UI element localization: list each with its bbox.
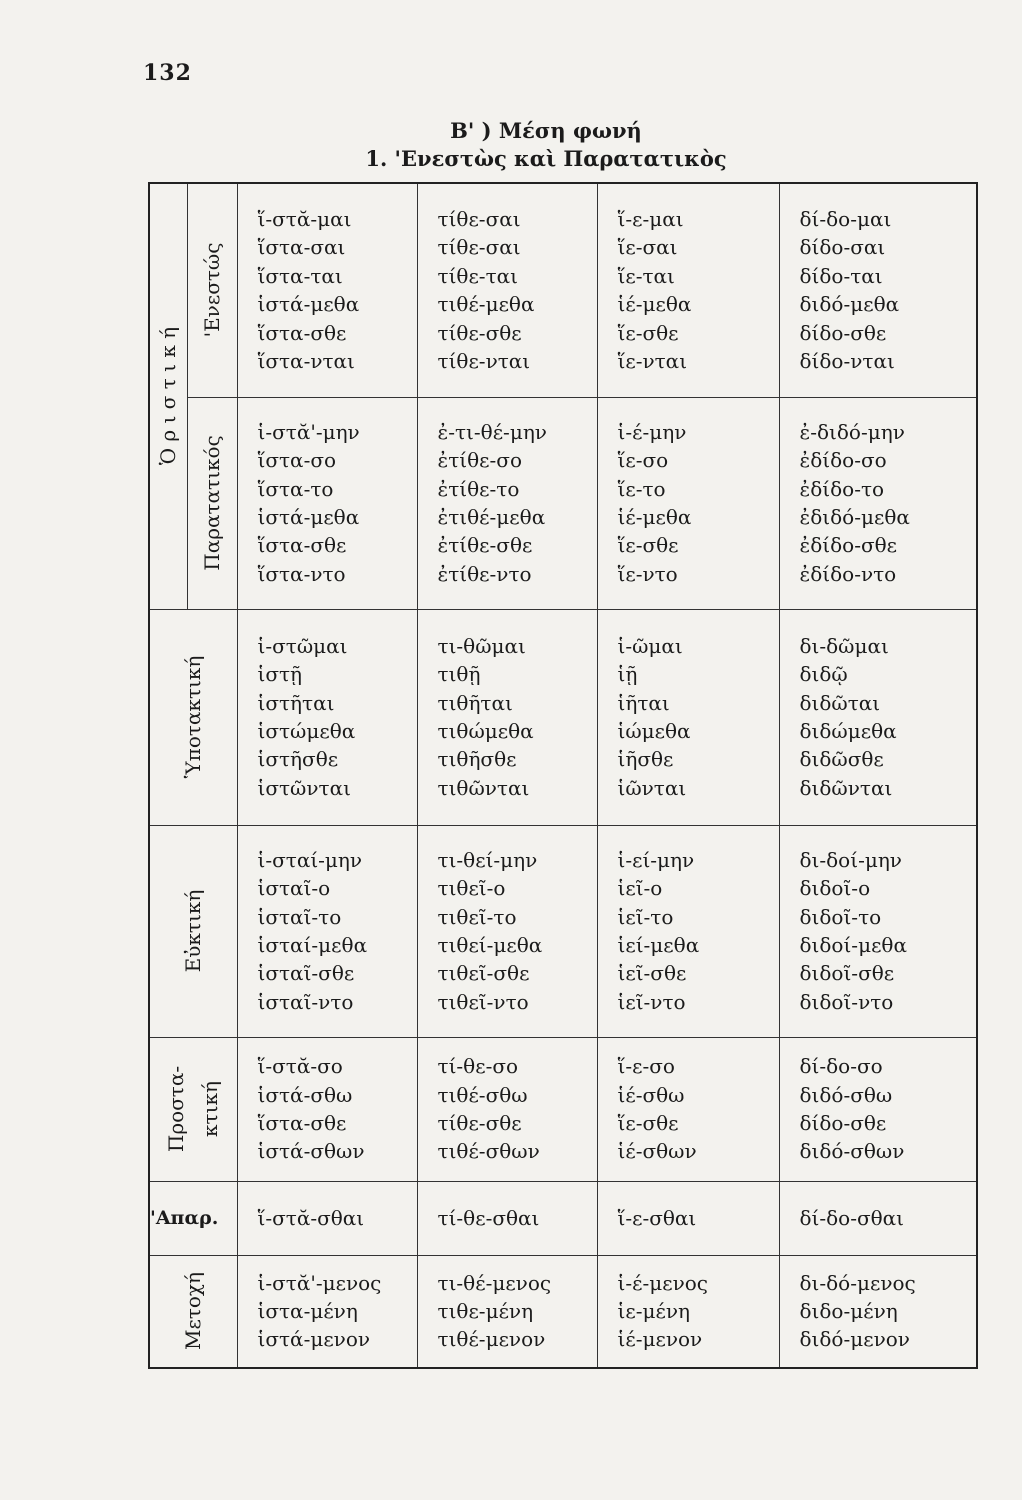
prostaktiki-line-2: κτική — [198, 1081, 223, 1137]
verb-form: ἵστα-σθε — [257, 1111, 347, 1135]
form-cell — [779, 183, 977, 397]
mood-aparemfato-label-text: 'Απαρ. — [150, 1207, 219, 1229]
mood-metochi-label-text: Μετοχή — [181, 1272, 206, 1351]
verb-form: ἐ-τι-θέ-μην — [437, 419, 547, 444]
verb-form: ἐτίθε-το — [437, 476, 520, 501]
form-cell — [779, 397, 977, 609]
verb-form: ἐδίδο-σο — [799, 448, 887, 473]
form-cell — [597, 1255, 779, 1368]
mood-efktiki-label — [149, 825, 237, 1037]
verb-form: ἱστῆσθε — [257, 747, 339, 772]
mood-ypotaktiki-label-text: Ὑποτακτική — [181, 655, 206, 779]
form-cell — [237, 1181, 417, 1255]
form-cell — [597, 183, 779, 397]
verb-form: ἐδίδο-σθε — [799, 533, 898, 558]
mood-prostaktiki-label — [149, 1037, 237, 1181]
row-paratatikos — [149, 397, 977, 609]
verb-form: διδό-σθων — [799, 1139, 905, 1164]
form-cell — [237, 183, 417, 397]
verb-form: τιθέ-σθων — [437, 1139, 540, 1164]
verb-form: ἱεῖ-το — [617, 904, 674, 929]
verb-form: ἐτιθέ-μεθα — [437, 505, 546, 529]
verb-form: ἱέ-σθων — [617, 1139, 697, 1164]
verb-form: ἐτίθε-ντο — [437, 561, 532, 586]
form-cell — [237, 1037, 417, 1181]
verb-form: ἵ-ε-σθαι — [617, 1205, 697, 1230]
verb-form: ἱστώμεθα — [257, 719, 356, 743]
verb-form: ἱστῇ — [257, 662, 303, 687]
form-cell — [237, 609, 417, 825]
verb-form: ἵστα-σθε — [257, 533, 347, 558]
verb-form: τι-θεί-μην — [437, 847, 538, 872]
verb-form: ἵε-ντο — [617, 561, 678, 586]
verb-form: ἵστα-σο — [257, 448, 337, 473]
verb-form: τι-θέ-μενος — [437, 1270, 552, 1295]
verb-form: ἱστά-σθων — [257, 1139, 365, 1164]
verb-form: διδῶται — [799, 690, 881, 715]
verb-form: διδῶσθε — [799, 747, 884, 772]
verb-form: ἵστα-σθε — [257, 320, 347, 345]
row-enestos — [149, 183, 977, 397]
verb-form: τι-θῶμαι — [437, 633, 526, 658]
verb-form: ἵε-σο — [617, 448, 669, 473]
verb-form: δι-δοί-μην — [799, 847, 902, 872]
verb-form: τιθεῖ-σθε — [437, 961, 530, 986]
verb-form: δίδο-ται — [799, 263, 883, 288]
verb-form: δίδο-νται — [799, 349, 895, 374]
verb-form: διδό-μεθα — [799, 292, 900, 317]
verb-form: ἵστα-σαι — [257, 235, 346, 260]
verb-form: τιθέ-σθω — [437, 1082, 528, 1107]
verb-form: δι-δό-μενος — [799, 1270, 916, 1295]
verb-form: τίθε-σθε — [437, 1111, 522, 1135]
verb-form: τιθεῖ-ο — [437, 876, 506, 901]
verb-form: ἐδιδό-μεθα — [799, 505, 910, 529]
form-cell — [597, 609, 779, 825]
verb-form: διδοῖ-σθε — [799, 961, 895, 986]
form-cell — [237, 1255, 417, 1368]
conjugation-table — [148, 182, 978, 1369]
verb-form: διδοῖ-ο — [799, 876, 871, 901]
mood-aparemfato-label — [149, 1181, 237, 1255]
verb-form: ἱε-μένη — [617, 1299, 690, 1324]
verb-form: ἐτίθε-σθε — [437, 533, 533, 558]
verb-form: ἱσταῖ-σθε — [257, 961, 355, 986]
verb-form: ἱεί-μεθα — [617, 933, 700, 957]
verb-form: διδώμεθα — [799, 719, 897, 743]
form-cell — [779, 825, 977, 1037]
form-cell — [417, 609, 597, 825]
row-metochi — [149, 1255, 977, 1368]
verb-form: διδο-μένη — [799, 1299, 898, 1324]
verb-form: δί-δο-μαι — [799, 207, 892, 232]
verb-form: διδοῖ-το — [799, 904, 882, 929]
verb-form: διδοί-μεθα — [799, 933, 907, 957]
verb-form: ἱ-έ-μην — [617, 419, 687, 444]
verb-form: ἱῇ — [617, 662, 638, 687]
verb-form: ἐδίδο-ντο — [799, 561, 897, 586]
verb-form: ἱ-έ-μενος — [617, 1270, 708, 1295]
verb-form: ἱστα-μένη — [257, 1299, 358, 1324]
form-cell — [779, 1255, 977, 1368]
verb-form: ἱστά-σθω — [257, 1082, 353, 1107]
verb-form: διδό-μενον — [799, 1327, 910, 1352]
verb-form: ἱώμεθα — [617, 719, 691, 743]
mood-metochi-label — [149, 1255, 237, 1368]
mood-oristiki-label-text: Ὁ ρ ι σ τ ι κ ή — [156, 327, 181, 466]
verb-form: τίθε-νται — [437, 349, 531, 374]
mood-ypotaktiki-label — [149, 609, 237, 825]
verb-form: ἱ-ῶμαι — [617, 633, 683, 658]
mood-prostaktiki-text — [159, 1066, 227, 1152]
verb-form: ἵ-στᾰ-σθαι — [257, 1205, 365, 1230]
verb-form: ἵ-ε-σο — [617, 1054, 675, 1079]
row-ypotaktiki — [149, 609, 977, 825]
tense-enestos-label-text: 'Ενεστώς — [200, 242, 224, 338]
verb-form: τιθῇ — [437, 662, 481, 687]
verb-form: ἱέ-μενον — [617, 1327, 703, 1352]
verb-form: ἱεῖ-ντο — [617, 989, 686, 1014]
verb-form: τιθεῖ-το — [437, 904, 517, 929]
verb-form: ἱ-σταί-μην — [257, 847, 363, 872]
verb-form: τί-θε-σο — [437, 1054, 519, 1079]
verb-form: ἱσταῖ-το — [257, 904, 342, 929]
form-cell — [597, 1181, 779, 1255]
form-cell — [779, 1037, 977, 1181]
page-number: 132 — [143, 60, 192, 86]
row-prostaktiki — [149, 1037, 977, 1181]
verb-form: τί-θε-σθαι — [437, 1205, 540, 1230]
verb-form: ἱῆται — [617, 690, 670, 715]
verb-form: ἱστά-μενον — [257, 1327, 371, 1352]
verb-form: ἱσταί-μεθα — [257, 933, 368, 957]
verb-form: τιθε-μένη — [437, 1299, 534, 1324]
verb-form: τιθῶνται — [437, 775, 530, 800]
verb-form: ἐδίδο-το — [799, 476, 885, 501]
verb-form: δίδο-σαι — [799, 235, 886, 260]
verb-form: τιθέ-μενον — [437, 1327, 546, 1352]
verb-form: ἱσταῖ-ντο — [257, 989, 354, 1014]
verb-form: τιθέ-μεθα — [437, 292, 535, 317]
verb-form: ἵστα-ντο — [257, 561, 346, 586]
verb-form: ἱέ-μεθα — [617, 505, 692, 529]
verb-form: ἱστά-μεθα — [257, 292, 360, 317]
tense-enestos-label — [187, 183, 237, 397]
form-cell — [417, 1037, 597, 1181]
verb-form: ἱέ-μεθα — [617, 292, 692, 317]
verb-form: τίθε-ται — [437, 263, 518, 288]
form-cell — [417, 183, 597, 397]
verb-form: ἱστῆται — [257, 690, 335, 715]
tense-paratatikos-label — [187, 397, 237, 609]
form-cell — [597, 1037, 779, 1181]
verb-form: τιθεῖ-ντο — [437, 989, 529, 1014]
mood-oristiki-label — [149, 183, 187, 609]
form-cell — [779, 1181, 977, 1255]
form-cell — [597, 825, 779, 1037]
verb-form: δίδο-σθε — [799, 320, 887, 345]
verb-form: ἵε-σθε — [617, 320, 679, 345]
form-cell — [597, 397, 779, 609]
verb-form: ἵε-το — [617, 476, 666, 501]
verb-form: ἱ-εί-μην — [617, 847, 695, 872]
verb-form: ἱῆσθε — [617, 747, 674, 772]
verb-form: ἵε-νται — [617, 349, 688, 374]
verb-form: ἵε-σαι — [617, 235, 678, 260]
verb-form: διδοῖ-ντο — [799, 989, 894, 1014]
verb-form: ἱῶνται — [617, 775, 687, 800]
verb-form: ἱ-στῶμαι — [257, 633, 348, 658]
verb-form: ἵ-στᾰ-μαι — [257, 207, 352, 232]
row-efktiki — [149, 825, 977, 1037]
verb-form: τιθώμεθα — [437, 719, 534, 743]
verb-form: ἵε-σθε — [617, 1111, 679, 1135]
form-cell — [237, 397, 417, 609]
form-cell — [417, 1255, 597, 1368]
verb-form: διδό-σθω — [799, 1082, 893, 1107]
verb-form: ἐτίθε-σο — [437, 448, 522, 473]
prostaktiki-line-1: Προστα- — [164, 1065, 189, 1153]
verb-form: ἱ-στᾰ'-μην — [257, 419, 360, 444]
form-cell — [779, 609, 977, 825]
verb-form: ἵε-σθε — [617, 533, 679, 558]
verb-form: ἱσταῖ-ο — [257, 876, 331, 901]
verb-form: ἱστῶνται — [257, 775, 351, 800]
verb-form: ἵε-ται — [617, 263, 675, 288]
verb-form: δί-δο-σθαι — [799, 1205, 905, 1230]
section-heading: Β' ) Μέση φωνή — [450, 118, 642, 143]
verb-form: τίθε-σαι — [437, 207, 521, 232]
tense-paratatikos-label-text: Παρατατικός — [200, 435, 224, 571]
verb-form: διδῶνται — [799, 775, 893, 800]
verb-form: ἱεῖ-σθε — [617, 961, 687, 986]
verb-form: ἵστα-νται — [257, 349, 355, 374]
form-cell — [417, 1181, 597, 1255]
section-subheading: 1. 'Ενεστὼς καὶ Παρατατικὸς — [365, 146, 727, 171]
verb-form: ἵ-στᾰ-σο — [257, 1054, 343, 1079]
verb-form: ἐ-διδό-μην — [799, 419, 905, 444]
mood-efktiki-label-text: Εὐκτική — [181, 889, 206, 973]
verb-form: τίθε-σθε — [437, 320, 522, 345]
verb-form: τιθῆσθε — [437, 747, 517, 772]
verb-form: τιθῆται — [437, 690, 513, 715]
verb-form: ἵστα-ται — [257, 263, 343, 288]
verb-form: δίδο-σθε — [799, 1111, 887, 1135]
row-aparemfato — [149, 1181, 977, 1255]
verb-form: ἵ-ε-μαι — [617, 207, 684, 232]
verb-form: δί-δο-σο — [799, 1054, 883, 1079]
verb-form: ἵστα-το — [257, 476, 334, 501]
verb-form: ἱ-στᾰ'-μενος — [257, 1270, 382, 1295]
verb-form: τιθεί-μεθα — [437, 933, 543, 957]
verb-form: ἱεῖ-ο — [617, 876, 663, 901]
form-cell — [417, 825, 597, 1037]
verb-form: διδῷ — [799, 662, 848, 687]
verb-form: ἱστά-μεθα — [257, 505, 360, 529]
verb-form: ἱέ-σθω — [617, 1082, 685, 1107]
form-cell — [237, 825, 417, 1037]
form-cell — [417, 397, 597, 609]
verb-form: δι-δῶμαι — [799, 633, 889, 658]
verb-form: τίθε-σαι — [437, 235, 521, 260]
